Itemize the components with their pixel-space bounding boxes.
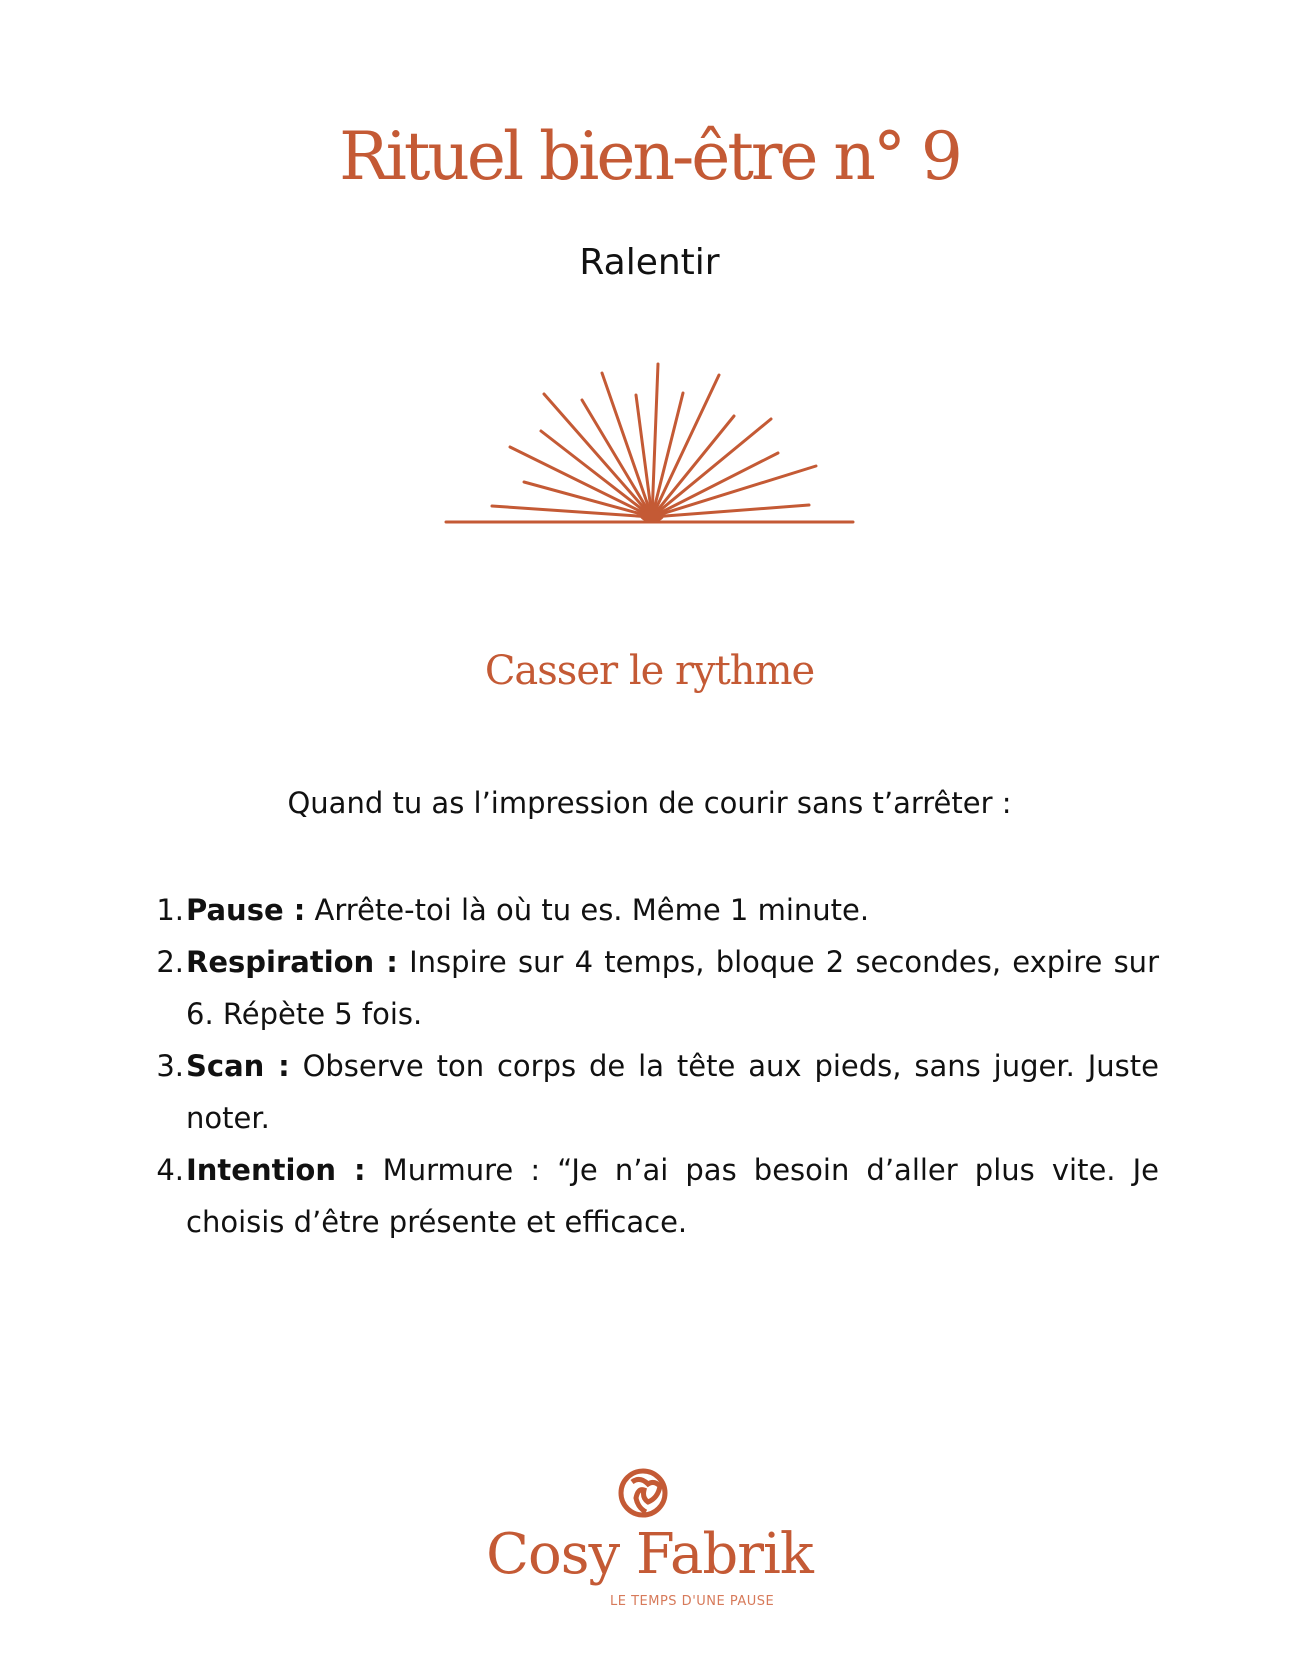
list-item <box>156 1040 1159 1144</box>
section-title: Casser le rythme <box>484 648 815 694</box>
item-label: Pause : <box>186 893 306 927</box>
item-text: Observe ton corps de la tête aux pieds, sans juger. Juste noter. <box>186 1049 1159 1135</box>
brand-logo-icon <box>618 1468 668 1518</box>
item-label: Respiration : <box>186 945 398 979</box>
item-number: 4. <box>156 1153 184 1187</box>
brand-name: Cosy Fabrik <box>486 1522 813 1587</box>
item-text: Murmure : “Je n’ai pas besoin d’aller plus vite. Je choisis d’être présente et efficace. <box>186 1153 1160 1239</box>
item-text: Arrête-toi là où tu es. Même 1 minute. <box>305 893 870 927</box>
list-item <box>156 884 1159 936</box>
list-item <box>156 1144 1160 1248</box>
item-number: 2. <box>156 945 184 979</box>
subtitle: Ralentir <box>579 242 720 283</box>
item-text: Inspire sur 4 temps, bloque 2 secondes, expire sur 6. Répète 5 fois. <box>186 945 1159 1031</box>
item-label: Intention : <box>186 1153 366 1187</box>
item-label: Scan : <box>186 1049 290 1083</box>
list-item <box>156 936 1159 1040</box>
item-number: 3. <box>156 1049 184 1083</box>
item-number: 1. <box>156 893 184 927</box>
intro-text: Quand tu as l’impression de courir sans t’arrêter : <box>287 786 1012 820</box>
steps-list <box>156 884 1160 1248</box>
brand-tagline: LE TEMPS D'UNE PAUSE <box>610 1594 775 1609</box>
sunburst-icon <box>0 340 1299 540</box>
page-title: Rituel bien-être n° 9 <box>339 118 960 195</box>
